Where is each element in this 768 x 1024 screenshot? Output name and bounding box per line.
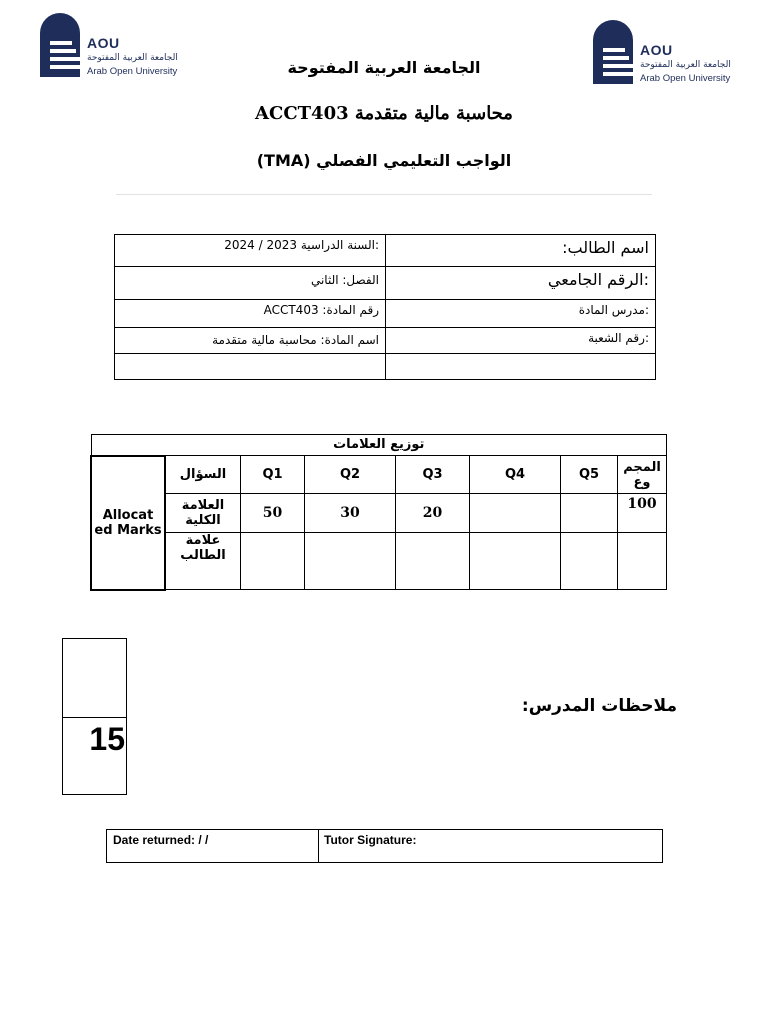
- tutor-notes-label: ملاحظات المدرس:: [521, 696, 677, 716]
- logo-english-name: Arab Open University: [87, 66, 178, 77]
- logo-abbr: AOU: [640, 42, 673, 58]
- logo-abbr: AOU: [87, 35, 120, 51]
- marks-title: توزيع العلامات: [91, 435, 667, 456]
- q2-student-mark: [305, 533, 396, 590]
- q5-total: [561, 494, 618, 533]
- total-mark-label: العلامة الكلية: [165, 494, 241, 533]
- question-label: السؤال: [165, 456, 241, 494]
- grand-total: 100: [618, 494, 667, 533]
- divider: [116, 194, 652, 195]
- footer-box: [106, 829, 663, 863]
- date-returned: Date returned: / /: [113, 833, 209, 847]
- grade-box-divider: [63, 717, 126, 718]
- student-info-table: [114, 234, 656, 380]
- grade-value: 15: [89, 721, 125, 757]
- marks-table: [90, 434, 667, 591]
- q1-student-mark: [241, 533, 305, 590]
- q1-header: Q1: [241, 456, 305, 494]
- section-label: :رقم الشعبة: [386, 328, 656, 354]
- student-name-label: اسم الطالب:: [386, 235, 656, 267]
- course-name: اسم المادة: محاسبة مالية متقدمة: [115, 328, 386, 354]
- logo-arabic-name: الجامعة العربية المفتوحة: [87, 53, 178, 63]
- assignment-title: الواجب التعليمي الفصلي (TMA): [256, 151, 512, 170]
- q4-student-mark: [470, 533, 561, 590]
- q3-header: Q3: [396, 456, 470, 494]
- q4-header: Q4: [470, 456, 561, 494]
- q3-total: 20: [396, 494, 470, 533]
- q2-header: Q2: [305, 456, 396, 494]
- q5-header: Q5: [561, 456, 618, 494]
- q4-total: [470, 494, 561, 533]
- empty-cell: [386, 354, 656, 380]
- student-id-label: :الرقم الجامعي: [386, 267, 656, 300]
- semester: الفصل: الثاني: [115, 267, 386, 300]
- allocated-marks-label: Allocat ed Marks: [91, 456, 165, 590]
- total-label: المجم وع: [618, 456, 667, 494]
- empty-cell: [115, 354, 386, 380]
- instructor-label: :مدرس المادة: [386, 300, 656, 328]
- grade-box: [62, 638, 127, 795]
- tutor-signature: Tutor Signature:: [324, 833, 417, 847]
- q5-student-mark: [561, 533, 618, 590]
- university-title: الجامعة العربية المفتوحة: [287, 58, 481, 77]
- q3-student-mark: [396, 533, 470, 590]
- logo-arabic-name: الجامعة العربية المفتوحة: [640, 60, 731, 70]
- q2-total: 30: [305, 494, 396, 533]
- aou-logo-right: [593, 20, 745, 92]
- course-code: رقم المادة: ACCT403: [115, 300, 386, 328]
- q1-total: 50: [241, 494, 305, 533]
- course-title: محاسبة مالية متقدمة ACCT403: [255, 103, 513, 124]
- footer-divider: [318, 830, 319, 862]
- academic-year: :السنة الدراسية 2023 / 2024: [115, 235, 386, 267]
- logo-english-name: Arab Open University: [640, 73, 731, 84]
- total-student-mark: [618, 533, 667, 590]
- student-mark-label: علامة الطالب: [165, 533, 241, 590]
